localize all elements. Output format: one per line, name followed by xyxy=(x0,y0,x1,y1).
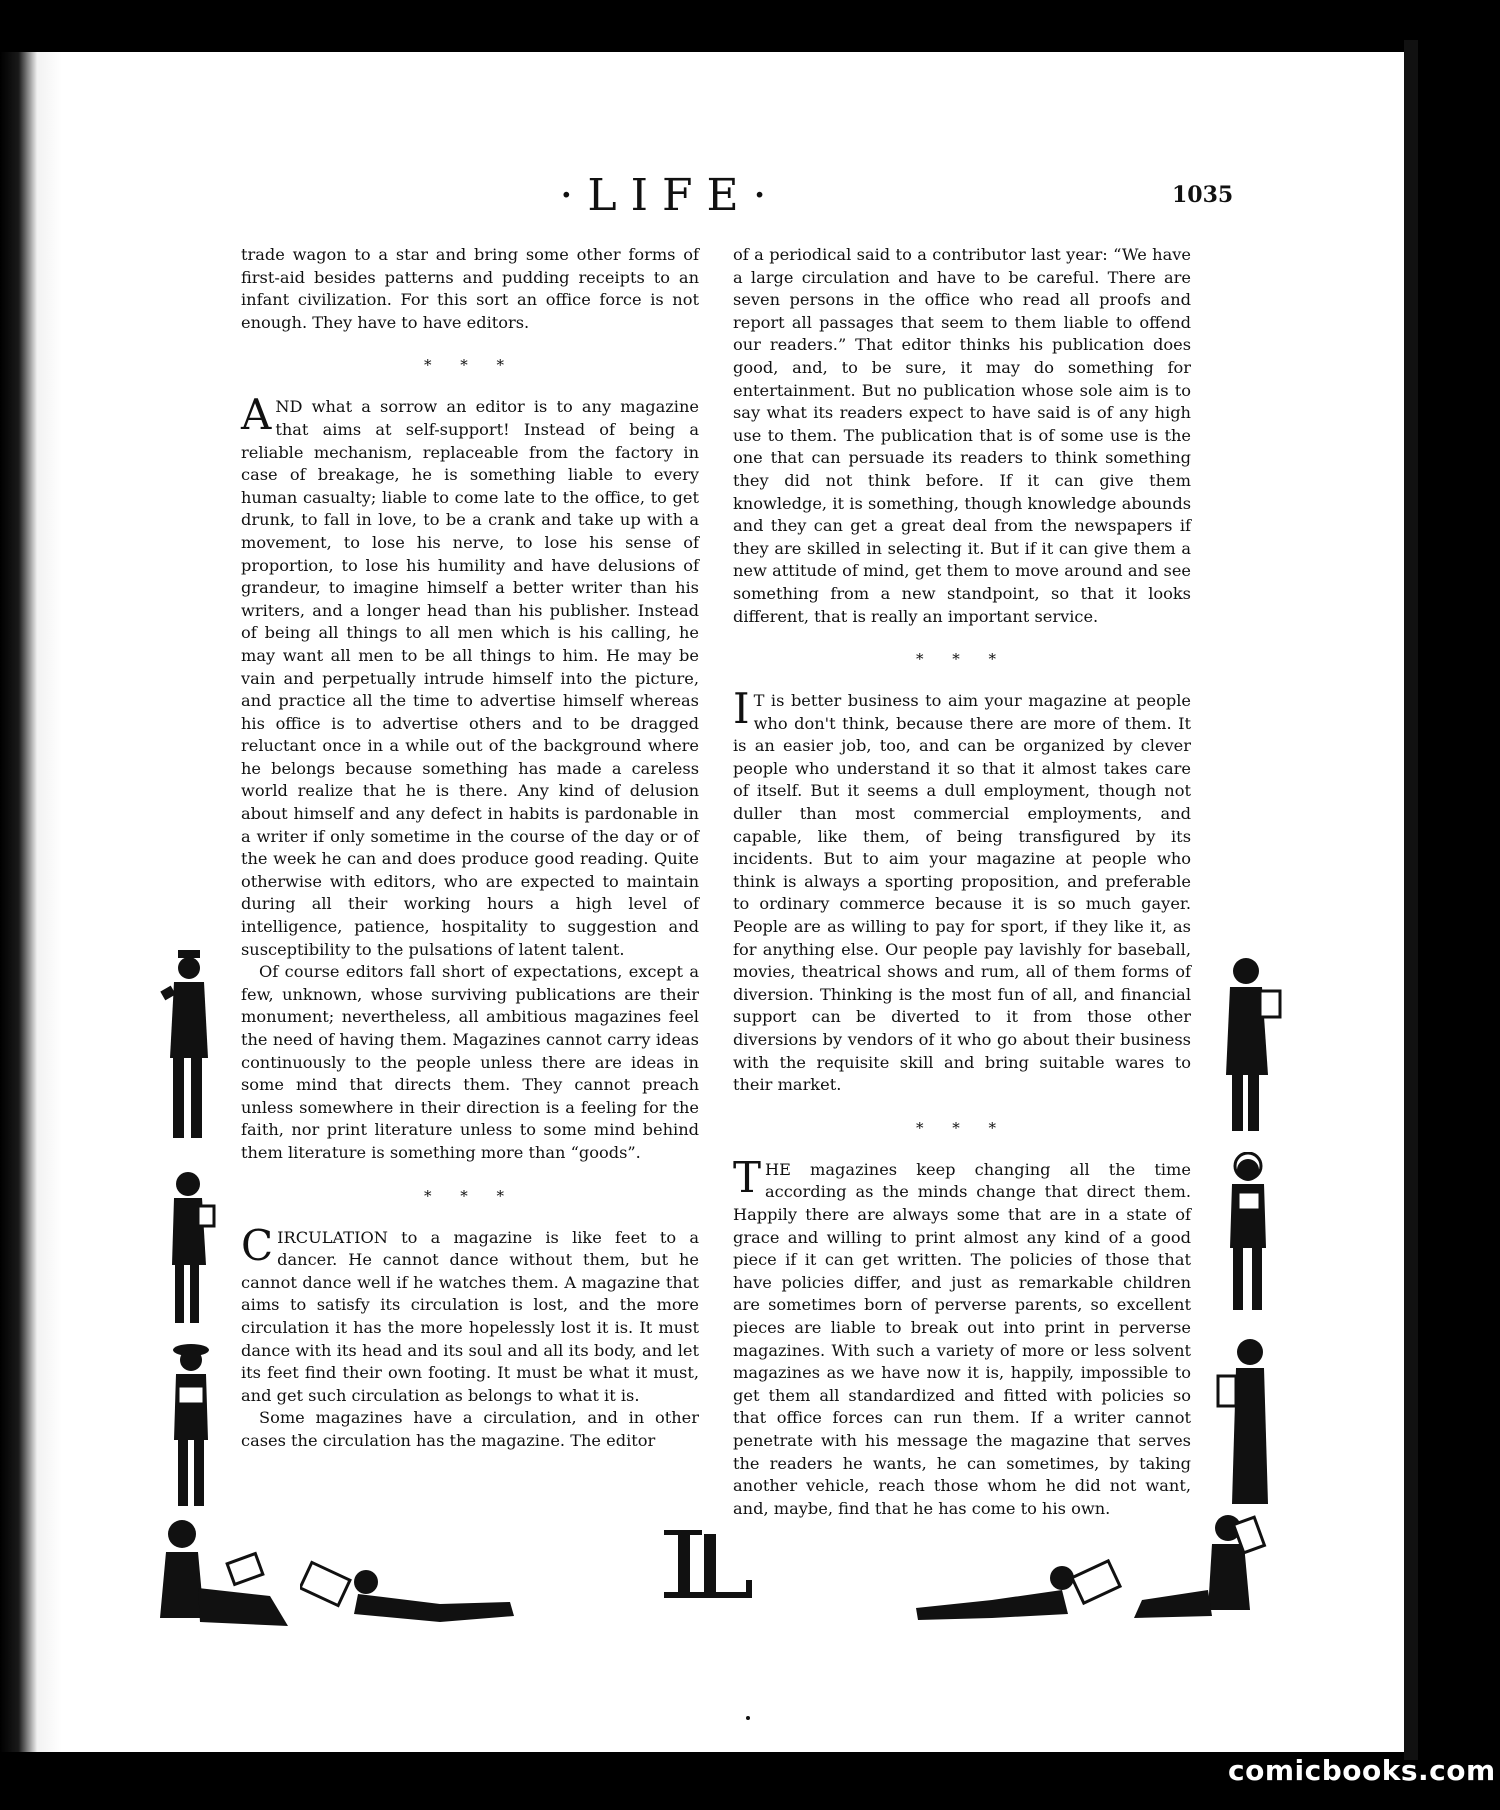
reader-silhouette-icon xyxy=(1220,1152,1276,1312)
reader-silhouette-icon xyxy=(1214,1336,1274,1506)
life-monogram-logo xyxy=(660,1530,756,1602)
page-title: ·LIFE· xyxy=(559,170,781,221)
reader-silhouette-icon xyxy=(164,1340,218,1508)
reader-silhouette-icon xyxy=(160,1518,292,1630)
paragraph: of a periodical said to a contributor last year: “We have a large circulation and have to be careful. There are seven persons in the office who read all proofs and report all passages that seem to them liable to offend our readers.” That editor thinks his publication does good, and, to be sure, it may do something for entertainment. But no publication whose sole aim is to say what its readers expect to have said is of any high use to them. The publication that is of some use is the one that can persuade its readers to think something they did not think before. If it can give them knowledge, it is something, though knowledge abounds and they can get a great deal from the newspapers if they are skilled in selecting it. But if it can give them a new attitude of mind, get them to move around and see something from a new standpoint, so that it looks different, that is really an important service. xyxy=(733,245,1191,626)
section-divider: * * * xyxy=(423,356,517,375)
paragraph-text: IRCULATION to a magazine is like feet to a dancer. He cannot dance without them, but he cannot dance well if he watches them. A magazine that aims to satisfy its circulation is lost, and the more circulation it has the more hopelessly lost it is. It must dance with its head and its soul and all its body, and let its feet find their own footing. It must be what it must, and get such circulation as belongs to what it is. xyxy=(241,1227,699,1405)
paragraph-text: ND what a sorrow an editor is to any magazine that aims at self-support! Instead of being a reliable mechanism, replaceable from the factory in case of breakage, he is something liable to every human casualty; liable to come late to the office, to get drunk, to fall in love, to be a crank and take up with a movement, to lose his nerve, to lose his sense of proportion, to lose his humility and have delusions of grandeur, to imagine himself a better writer than his writers, and a longer head than his publisher. Instead of being all things to all men which is his calling, he may want all men to be all things to him. He may be vain and perpetually intrude himself into the picture, and practice all the time to advertise himself whereas his office is to advertise others and to be dragged reluctant once in a while out of the background where he belongs because something has made a careless world realize that he is there. Any kind of delusion about himself and any defect in habits is pardonable in a writer if only sometime in the course of the day or of the week he can and does produce good reading. Quite otherwise with editors, who are expected to maintain during all their working hours a high level of intelligence, patience, hospitality to suggestion and susceptibility to the pulsations of latent talent. xyxy=(241,397,699,959)
paragraph xyxy=(241,390,699,961)
drop-cap: C xyxy=(241,1220,274,1270)
reader-silhouette-icon xyxy=(162,1170,220,1325)
drop-cap: A xyxy=(241,390,272,440)
paragraph: Of course editors fall short of expectations, except a few, unknown, whose surviving publications are their monument; nevertheless, all ambitious magazines feel the need of having them. Magazines cannot carry ideas continuously to the people unless there are ideas in some mind that directs them. They cannot preach unless somewhere in their direction is a feeling for the faith, nor print literature unless to some mind behind them literature is something more than “goods”. xyxy=(241,962,699,1162)
paragraph xyxy=(733,1152,1191,1521)
reader-silhouette-icon xyxy=(158,948,218,1143)
paragraph: Some magazines have a circulation, and in other cases the circulation has the magazine. The editor xyxy=(241,1408,699,1450)
paragraph xyxy=(241,1220,699,1408)
page-edge xyxy=(1404,40,1418,1760)
section-divider: * * * xyxy=(423,1186,517,1205)
page-dot xyxy=(746,1716,750,1720)
reader-silhouette-icon xyxy=(1218,955,1284,1135)
paragraph xyxy=(733,684,1191,1097)
drop-cap: T xyxy=(733,1152,762,1202)
paragraph: trade wagon to a star and bring some other forms of first-aid besides patterns and pudding receipts to an infant civilization. For this sort an office force is not enough. They have to have editors. xyxy=(241,245,699,332)
section-divider: * * * xyxy=(915,1118,1009,1137)
drop-cap: I xyxy=(733,684,750,734)
left-column xyxy=(241,244,699,1453)
section-divider: * * * xyxy=(915,650,1009,669)
reader-silhouette-icon xyxy=(300,1560,518,1630)
reader-silhouette-icon xyxy=(912,1556,1124,1626)
reader-silhouette-icon xyxy=(1132,1510,1282,1622)
paragraph-text: HE magazines keep changing all the time according as the minds change that direct them. Happily there are always some that are in a state of grace and willing to print almost any kind of a good piece if it can get written. The policies of those that have policies differ, and just as remarkable children are sometimes born of perverse parents, so excellent pieces are liable to break out into print in perverse magazines. With such a variety of more or less solvent magazines as we have now it is, happily, impossible to get them all standardized and fitted with policies so that office forces can run them. If a writer cannot penetrate with his message the magazine that serves the readers he wants, he can sometimes, by taking another vehicle, reach those whom he did not want, and, maybe, find that he has come to his own. xyxy=(733,1159,1191,1518)
paragraph-text: T is better business to aim your magazine at people who don't think, because there are more of them. It is an easier job, too, and can be organized by clever people who understand it so that it almost takes care of itself. But it seems a dull employment, though not duller than most commercial employments, and capable, like them, of being transfigured by its incidents. But to aim your magazine at people who think is always a sporting proposition, and preferable to ordinary commerce because it is so much gayer. People are as willing to pay for sport, if they like it, as for anything else. Our people pay lavishly for baseball, movies, theatrical shows and rum, all of them forms of diversion. Thinking is the most fun of all, and financial support can be diverted to it from those other diversions by vendors of it who go about their business with the requisite skill and bring suitable wares to their market. xyxy=(733,691,1191,1095)
binding-gutter xyxy=(0,52,62,1752)
page-number: 1035 xyxy=(1172,182,1234,208)
watermark-text: comicbooks.com xyxy=(1228,1754,1496,1787)
right-column xyxy=(733,244,1191,1520)
